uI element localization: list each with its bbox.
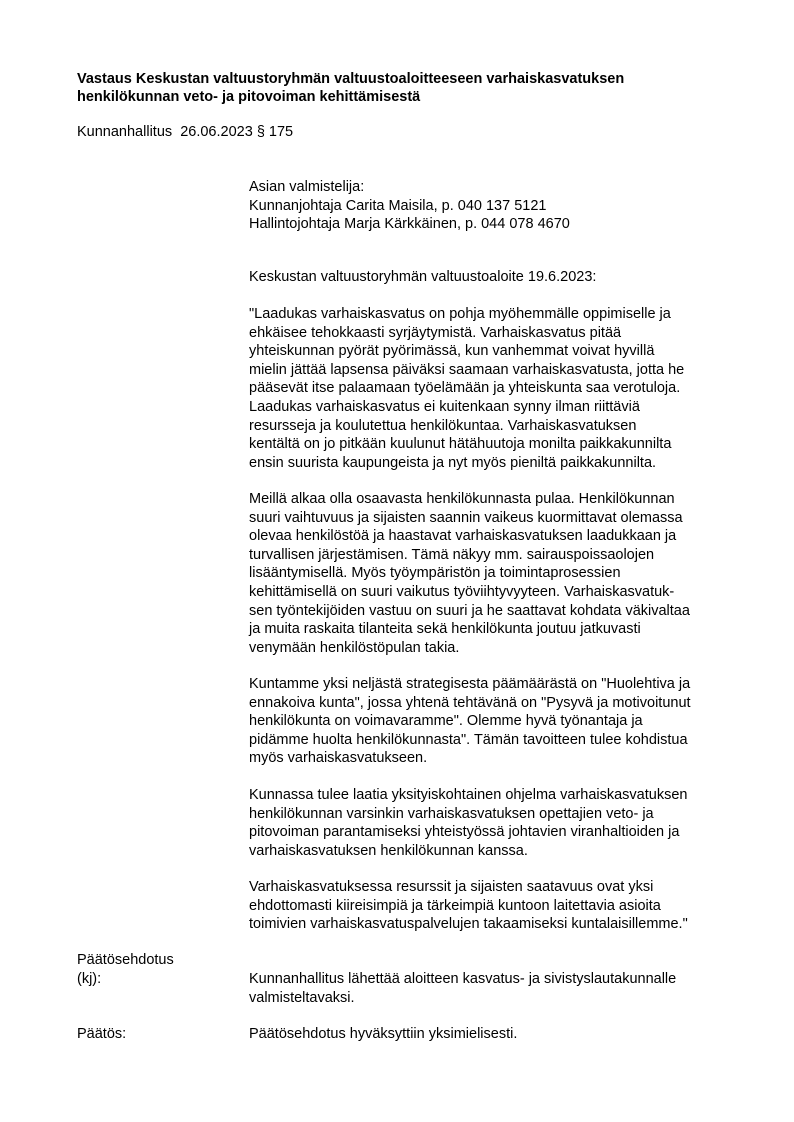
text-line: pitovoiman parantamiseksi yhteistyössä johtavien viranhaltioiden ja — [249, 824, 680, 841]
paragraph-3 — [249, 675, 749, 768]
title-line-1: Vastaus Keskustan valtuustoryhmän valtuustoaloitteeseen varhaiskasvatuksen — [77, 71, 625, 87]
text-line: ensin suurista kaupungeista ja nyt myös pieniltä paikkakunnilta. — [249, 454, 657, 471]
decision-text — [249, 1025, 749, 1044]
text-line: henkilökunta on voimavaramme". Olemme hyvä työnantaja ja — [249, 713, 643, 730]
text-line: ehkäisee tehokkaasti syrjäytymistä. Varhaiskasvatus pitää — [249, 324, 622, 341]
preparers-heading: Asian valmistelija: — [249, 179, 365, 195]
title-line-2: henkilökunnan veto- ja pitovoiman kehittämisestä — [77, 89, 421, 105]
document-title — [77, 70, 737, 106]
meeting-reference — [77, 124, 293, 140]
text-line: olevaa henkilöstöä ja haastavat varhaiskasvatuksen laadukkaan ja — [249, 528, 677, 545]
paragraph-2 — [249, 490, 749, 657]
paragraph-4 — [249, 786, 749, 860]
text-line: venymään henkilöstöpulan takia. — [249, 639, 460, 656]
proposal-label-line-1: Päätösehdotus — [77, 952, 174, 968]
text-line: turvallisen järjestämisen. Tämä näkyy mm. sairauspoissaolojen — [249, 546, 655, 563]
text-line: lisääntymisellä. Myös työympäristön ja toimintaprosessien — [249, 565, 621, 582]
proposal-text — [249, 970, 749, 1007]
text-line: sen työntekijöiden vastuu on suuri ja he saattavat kohdata väkivaltaa — [249, 602, 690, 619]
text-line: "Laadukas varhaiskasvatus on pohja myöhemmälle oppimiselle ja — [249, 306, 671, 322]
decision-label: Päätös: — [77, 1026, 127, 1042]
proposal-label — [77, 951, 174, 988]
text-line: Kunnassa tulee laatia yksityiskohtainen ohjelma varhaiskasvatuksen — [249, 787, 688, 803]
text-line: suuri vaihtuvuus ja sijaisten saannin vaikeus kuormittavat olemassa — [249, 509, 683, 526]
paragraph-1 — [249, 305, 749, 472]
text-line: ja muita raskaita tilanteita sekä henkilökunta joutuu jatkuvasti — [249, 621, 641, 638]
text-line: kehittämisellä on suuri vaikutus työviihtyvyyteen. Varhaiskasvatuk- — [249, 583, 675, 600]
text-line: ehdottomasti kiireisimpiä ja tärkeimpiä kuntoon laitettavia asioita — [249, 897, 661, 914]
text-line: Kuntamme yksi neljästä strategisesta päämäärästä on "Huolehtiva ja — [249, 676, 691, 692]
meeting-board: Kunnanhallitus — [77, 124, 173, 140]
text-line: henkilökunnan varsinkin varhaiskasvatuksen opettajien veto- ja — [249, 805, 654, 822]
text-line: resursseja ja koulutettua henkilökuntaa. Varhaiskasvatuksen — [249, 417, 637, 434]
preparers-block — [249, 178, 749, 234]
text-line: ennakoiva kunta", jossa yhtenä tehtävänä on "Pysyvä ja motivoitunut — [249, 694, 691, 711]
paragraph-5 — [249, 878, 749, 934]
initiative-heading — [249, 268, 749, 287]
meeting-date: 26.06.2023 — [180, 124, 253, 140]
text-line: yhteiskunnan pyörät pyörimässä, kun vanhemmat voivat hyvillä — [249, 343, 655, 360]
text-line: varhaiskasvatuksen henkilökunnan kanssa. — [249, 842, 528, 859]
text-line: Kunnanhallitus lähettää aloitteen kasvatus- ja sivistyslautakunnalle — [249, 971, 677, 987]
proposal-label-line-2: (kj): — [77, 970, 102, 987]
text-line: valmisteltavaksi. — [249, 989, 355, 1006]
meeting-section: § 175 — [256, 124, 294, 140]
text-line: kentältä on jo pitkään kuulunut hätähuutoja monilta paikkakunnilta — [249, 436, 672, 453]
preparer-line: Hallintojohtaja Marja Kärkkäinen, p. 044 078 4670 — [249, 216, 570, 233]
text-line: Varhaiskasvatuksessa resurssit ja sijaisten saatavuus ovat yksi — [249, 879, 654, 895]
text-line: Meillä alkaa olla osaavasta henkilökunnasta pulaa. Henkilökunnan — [249, 491, 675, 507]
text-line: myös varhaiskasvatukseen. — [249, 750, 428, 767]
text-line: mielin jättää lapsensa päiväksi saamaan varhaiskasvatusta, jotta he — [249, 361, 685, 378]
text-line: toimivien varhaiskasvatuspalvelujen takaamiseksi kuntalaisillemme." — [249, 916, 688, 933]
text-line: Laadukas varhaiskasvatus ei kuitenkaan synny ilman riittäviä — [249, 398, 640, 415]
text-line: pidämme huolta henkilökunnasta". Tämän tavoitteen tulee kohdistua — [249, 731, 688, 748]
decision-text-line: Päätösehdotus hyväksyttiin yksimielisesti. — [249, 1026, 518, 1042]
preparer-line: Kunnanjohtaja Carita Maisila, p. 040 137 5121 — [249, 197, 547, 214]
initiative-heading-text: Keskustan valtuustoryhmän valtuustoaloite 19.6.2023: — [249, 269, 597, 285]
text-line: pääsevät itse palaamaan työelämään ja yhteiskunta saa verotuloja. — [249, 380, 681, 397]
